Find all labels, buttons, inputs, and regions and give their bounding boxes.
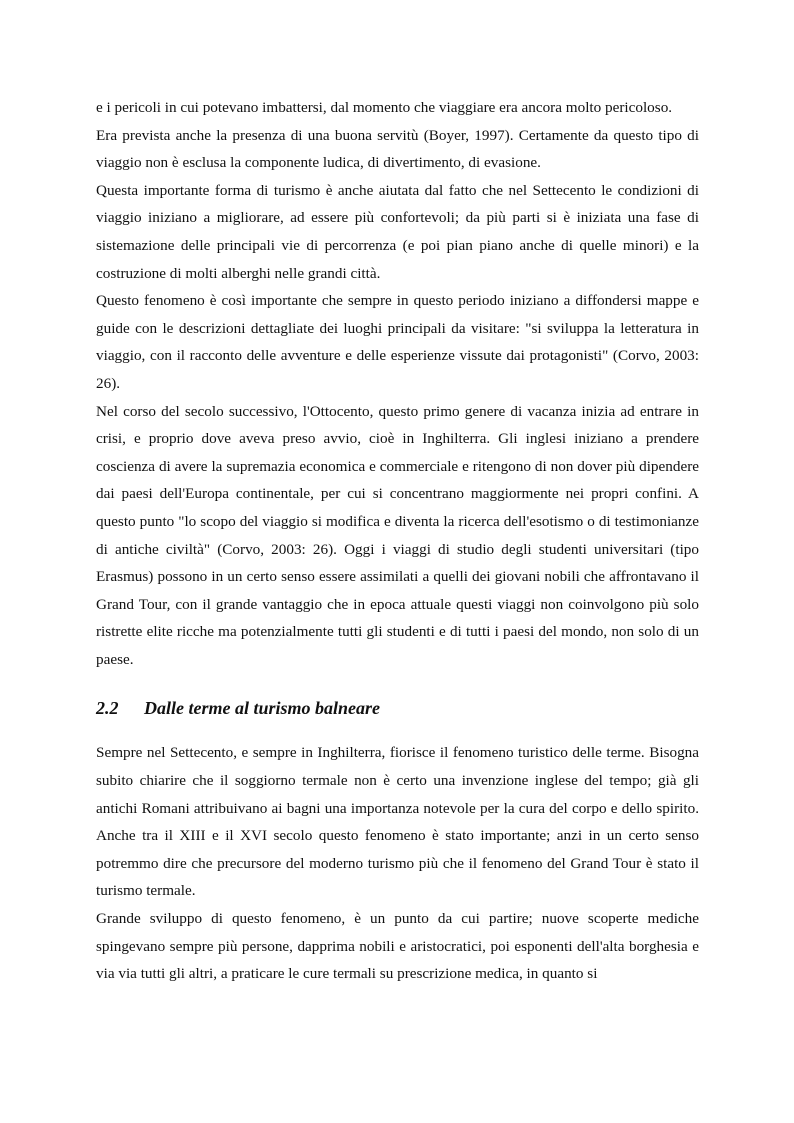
paragraph: Nel corso del secolo successivo, l'Ottocento, questo primo genere di vacanza inizia ad entrare in crisi, e proprio dove aveva preso avvio, cioè in Inghilterra. Gli inglesi iniziano a prendere coscienza di avere la supremazia economica e commerciale e ritengono di non dover più dipendere dai paesi dell'Europa continentale, per cui si concentrano maggiormente nei propri confini. A questo punto "lo scopo del viaggio si modifica e diventa la ricerca dell'esotismo o di testimonianze di antiche civiltà" (Corvo, 2003: 26). Oggi i viaggi di studio degli studenti universitari (tipo Erasmus) possono in un certo senso essere assimilati a quelli dei giovani nobili che affrontavano il Grand Tour, con il grande vantaggio che in epoca attuale questi viaggi non coinvolgono più solo ristrette elite ricche ma potenzialmente tutti gli studenti e di tutti i paesi del mondo, non solo di un paese. — [96, 402, 699, 668]
document-page — [96, 94, 699, 988]
paragraph: Era prevista anche la presenza di una buona servitù (Boyer, 1997). Certamente da questo tipo di viaggio non è esclusa la componente ludica, di divertimento, di evasione. — [96, 126, 699, 172]
paragraph: e i pericoli in cui potevano imbattersi, dal momento che viaggiare era ancora molto pericoloso. — [96, 99, 673, 116]
paragraph: Questa importante forma di turismo è anche aiutata dal fatto che nel Settecento le condizioni di viaggio iniziano a migliorare, ad essere più confortevoli; da più parti si è iniziata una fase di sistemazione delle principali vie di percorrenza (e poi pian piano anche di quelle minori) e la costruzione di molti alberghi nelle grandi città. — [96, 181, 699, 282]
section-number: 2.2 — [96, 698, 119, 719]
section-heading — [96, 695, 699, 721]
paragraph: Sempre nel Settecento, e sempre in Inghilterra, fiorisce il fenomeno turistico delle terme. Bisogna subito chiarire che il soggiorno termale non è certo una invenzione inglese del tempo; già gli antichi Romani attribuivano ai bagni una importanza notevole per la cura del corpo e dello spirito. Anche tra il XIII e il XVI secolo questo fenomeno è stato importante; anzi in un certo senso potremmo dire che precursore del moderno turismo più che il fenomeno del Grand Tour è stato il turismo termale. — [96, 744, 699, 900]
section-title: Dalle terme al turismo balneare — [144, 698, 380, 719]
paragraph: Questo fenomeno è così importante che sempre in questo periodo iniziano a diffondersi mappe e guide con le descrizioni dettagliate dei luoghi principali da visitare: "si sviluppa la letteratura in viaggio, con il racconto delle avventure e delle esperienze vissute dai protagonisti" (Corvo, 2003: 26). — [96, 292, 699, 392]
paragraph: Grande sviluppo di questo fenomeno, è un punto da cui partire; nuove scoperte mediche spingevano sempre più persone, dapprima nobili e aristocratici, poi esponenti dell'alta borghesia e via via tutti gli altri, a praticare le cure termali su prescrizione medica, in quanto si — [96, 910, 699, 983]
